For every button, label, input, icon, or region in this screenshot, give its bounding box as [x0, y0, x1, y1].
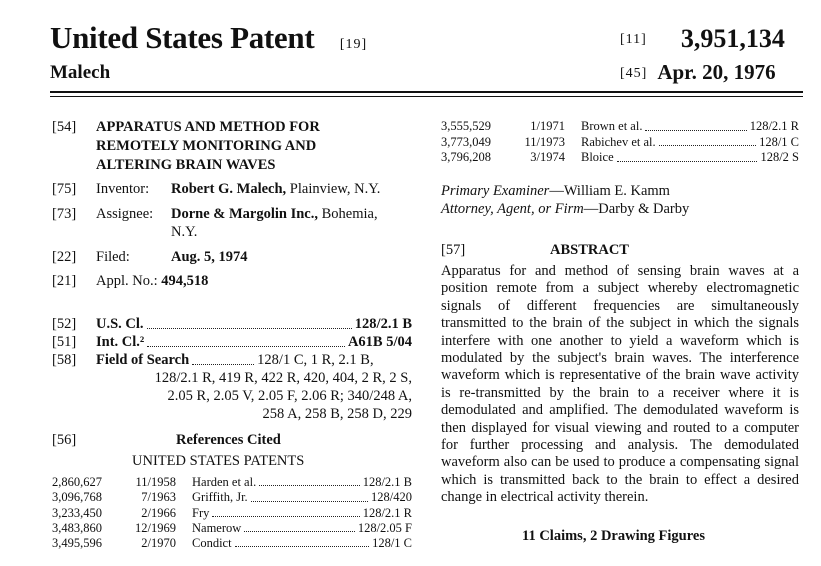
references-subtitle: UNITED STATES PATENTS	[132, 453, 305, 469]
reference-row	[52, 536, 412, 551]
search-field	[52, 351, 412, 370]
patent-date	[620, 60, 776, 85]
assignee-location-1: Bohemia,	[321, 206, 378, 222]
filed-code: [22]	[52, 249, 77, 265]
search-line-2: 128/2.1 R, 419 R, 422 R, 420, 404, 2 R, 2 S,	[154, 370, 412, 386]
us-class-code: [52]	[52, 316, 77, 332]
reference-row	[441, 119, 799, 135]
invention-title-line-2: REMOTELY MONITORING AND	[96, 138, 317, 154]
ref-name: Griffith, Jr.	[192, 490, 248, 505]
us-class-label: U.S. Cl.	[96, 316, 144, 332]
attorney-label: Attorney, Agent, or Firm	[441, 201, 584, 217]
assignee-label: Assignee:	[96, 206, 154, 222]
assignee-field	[52, 205, 378, 224]
reference-row	[52, 506, 412, 521]
dot-leader	[259, 475, 359, 486]
ref-number: 2,860,627	[52, 475, 102, 489]
appl-code: [21]	[52, 273, 77, 289]
abstract-title: ABSTRACT	[550, 242, 629, 258]
patent-date-code: [45]	[620, 66, 648, 81]
ref-number: 3,483,860	[52, 520, 102, 535]
ref-name: Brown et al.	[581, 119, 643, 133]
references-list-right	[441, 119, 799, 166]
inventor-surname: Malech	[50, 62, 111, 83]
us-class-leader	[147, 315, 352, 329]
reference-row	[52, 521, 412, 536]
search-value-1: 128/1 C, 1 R, 2.1 B,	[257, 352, 374, 368]
inventor-location: Plainview, N.Y.	[289, 181, 381, 197]
reference-row	[441, 150, 799, 166]
ref-class: 128/1 C	[372, 536, 412, 551]
patent-number	[620, 24, 785, 54]
header-divider-thin	[50, 96, 803, 97]
primary-examiner	[441, 183, 670, 200]
assignee-location-2: N.Y.	[171, 224, 198, 240]
int-class-leader	[147, 333, 345, 347]
ref-class: 128/2 S	[760, 150, 799, 165]
search-label: Field of Search	[96, 352, 190, 368]
int-class-value: A61B 5/04	[347, 334, 412, 350]
references-title: References Cited	[176, 432, 281, 448]
int-class-field	[52, 333, 412, 352]
ref-date: 2/1966	[141, 505, 176, 520]
dot-leader	[617, 150, 758, 162]
ref-class: 128/2.1 R	[749, 119, 799, 133]
primary-examiner-name: —William E. Kamm	[549, 183, 670, 199]
search-leader	[192, 351, 254, 365]
reference-row	[52, 490, 412, 505]
ref-number: 3,233,450	[52, 505, 102, 520]
dot-leader	[645, 119, 746, 131]
ref-date: 11/1973	[524, 134, 565, 149]
search-code: [58]	[52, 352, 77, 368]
ref-class: 128/420	[371, 490, 412, 505]
patent-header-title	[50, 20, 367, 56]
claims-summary: 11 Claims, 2 Drawing Figures	[522, 528, 705, 544]
ref-number: 3,555,529	[441, 119, 491, 133]
ref-name: Bloice	[581, 150, 614, 165]
inventor-code: [75]	[52, 181, 77, 197]
ref-number: 3,773,049	[441, 134, 491, 149]
search-line-3: 2.05 R, 2.05 V, 2.05 F, 2.06 R; 340/248 A,	[167, 388, 412, 404]
appl-field	[52, 272, 208, 291]
invention-title-code: [54]	[52, 119, 77, 135]
abstract-text: Apparatus for and method of sensing brain waves at a position remote from a subject whereby electromagnetic signals of different frequencies are simultaneously transmitted to the brain of the subject in which the signals interfere with one another to yield a waveform which is modulated by the subject's brain waves. The interference waveform which is representative of the brain wave activity is re-transmitted by the brain to a receiver where it is demodulated and amplified. The demodulated waveform is then displayed for visual viewing and routed to a computer for further processing and analysis. The demodulated waveform also can be used to produce a compensating signal which is transmitted back to the brain to effect a desired change in electrical activity therein.	[441, 263, 799, 506]
ref-name: Rabichev et al.	[581, 134, 656, 149]
references-code: [56]	[52, 432, 77, 448]
ref-date: 1/1971	[530, 119, 565, 133]
reference-row	[52, 475, 412, 490]
ref-name: Condict	[192, 536, 232, 551]
references-list-left	[52, 475, 412, 551]
ref-name: Fry	[192, 505, 210, 520]
search-line-4: 258 A, 258 B, 258 D, 229	[262, 406, 412, 422]
attorney-name: —Darby & Darby	[583, 201, 690, 217]
patent-title-text: United States Patent	[50, 20, 315, 55]
dot-leader	[251, 490, 368, 501]
filed-label: Filed:	[96, 249, 130, 265]
invention-title-line-3: ALTERING BRAIN WAVES	[96, 157, 276, 173]
ref-name: Namerow	[192, 520, 242, 535]
ref-date: 3/1974	[530, 150, 565, 165]
ref-class: 128/2.05 F	[357, 520, 412, 535]
assignee-name: Dorne & Margolin Inc.,	[171, 206, 318, 222]
title-code: [19]	[339, 37, 368, 52]
primary-examiner-label: Primary Examiner	[441, 183, 550, 199]
ref-date: 7/1963	[141, 490, 176, 505]
abstract-code: [57]	[441, 242, 466, 258]
ref-class: 128/2.1 R	[362, 505, 412, 520]
inventor-label: Inventor:	[96, 181, 150, 197]
ref-date: 2/1970	[141, 536, 176, 551]
reference-row	[441, 135, 799, 151]
us-class-value: 128/2.1 B	[354, 316, 412, 332]
attorney	[441, 201, 689, 218]
dot-leader	[235, 536, 369, 547]
inventor-name: Robert G. Malech,	[171, 181, 287, 197]
inventor-field	[52, 180, 380, 199]
filed-date: Aug. 5, 1974	[171, 249, 248, 265]
invention-title-line-1: APPARATUS AND METHOD FOR	[96, 119, 320, 135]
references-heading	[52, 431, 96, 450]
patent-number-code: [11]	[620, 32, 647, 47]
appl-label: Appl. No.:	[96, 273, 158, 289]
filed-field	[52, 248, 248, 267]
ref-number: 3,796,208	[441, 150, 491, 165]
ref-class: 128/1 C	[759, 134, 799, 149]
dot-leader	[244, 521, 355, 532]
patent-number-value: 3,951,134	[680, 24, 785, 53]
ref-date: 11/1958	[135, 475, 176, 489]
ref-number: 3,495,596	[52, 536, 102, 551]
int-class-code: [51]	[52, 334, 77, 350]
ref-name: Harden et al.	[192, 475, 257, 489]
ref-number: 3,096,768	[52, 490, 102, 505]
us-class-field	[52, 315, 412, 334]
assignee-code: [73]	[52, 206, 77, 222]
int-class-label: Int. Cl.²	[96, 334, 145, 350]
appl-number: 494,518	[161, 273, 209, 289]
ref-date: 12/1969	[135, 520, 176, 535]
ref-class: 128/2.1 B	[362, 475, 412, 489]
patent-date-value: Apr. 20, 1976	[657, 60, 776, 84]
dot-leader	[212, 506, 359, 517]
header-divider-thick	[50, 91, 803, 93]
dot-leader	[659, 135, 756, 147]
invention-title-block	[52, 118, 320, 137]
